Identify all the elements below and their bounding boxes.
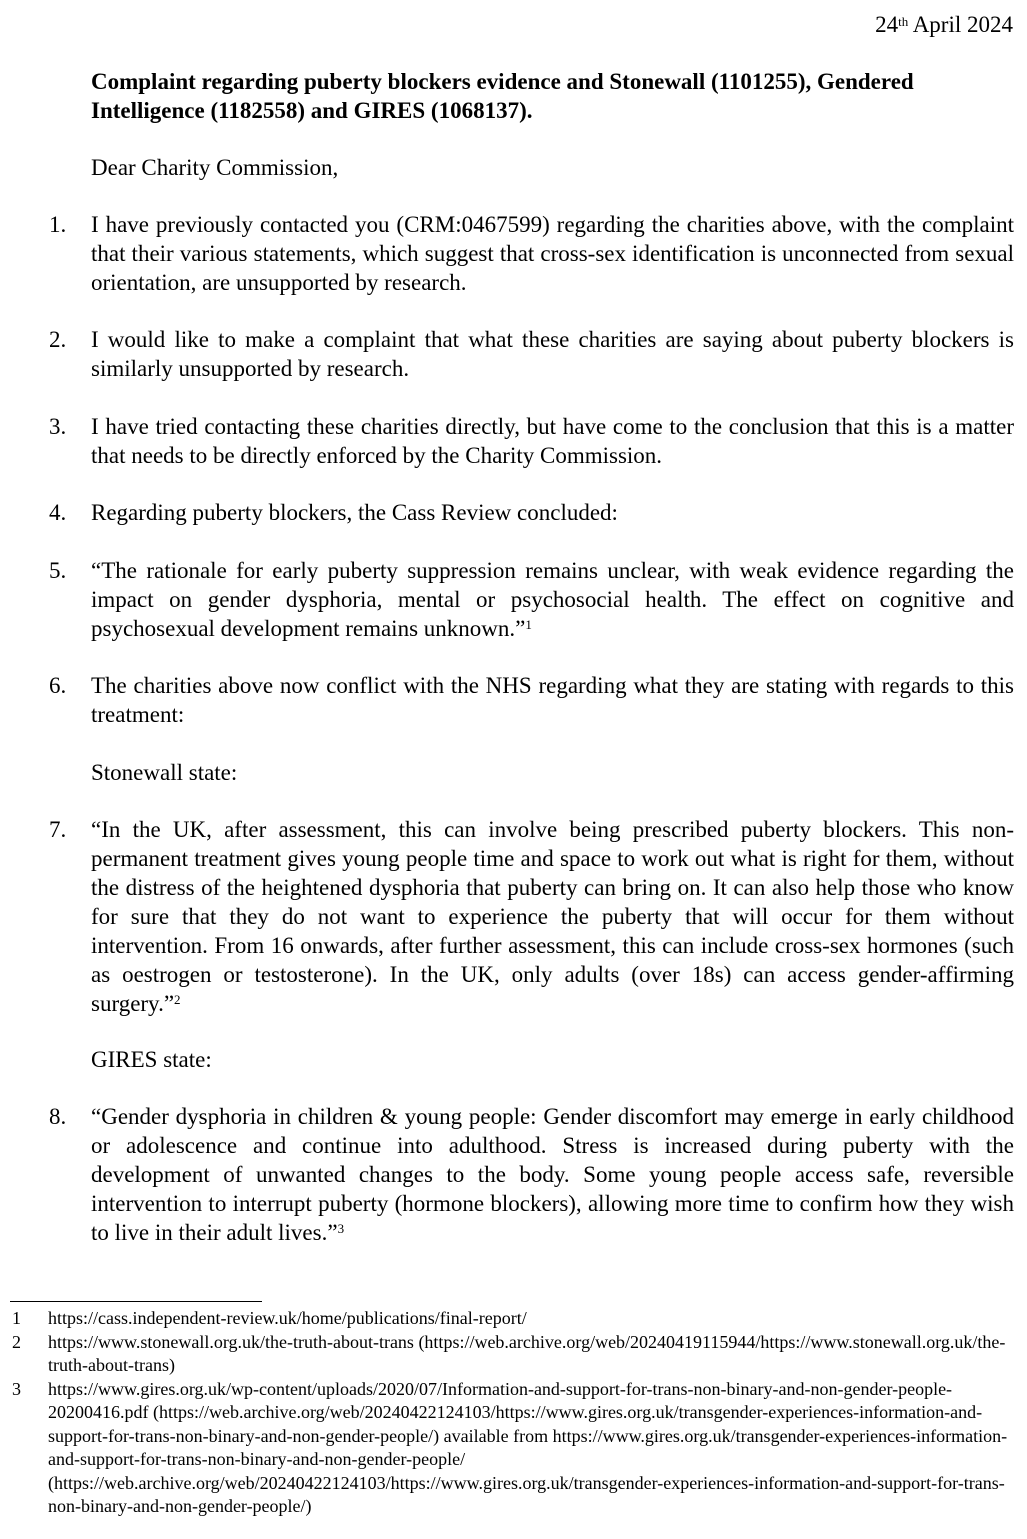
- paragraph-text: I have tried contacting these charities directly, but have come to the conclusion that this is a matter that needs to be directly enforced by the Charity Commission.: [91, 414, 1014, 468]
- date-suffix: th: [898, 14, 909, 29]
- footnote-number: 2: [12, 1331, 21, 1352]
- footnotes: [10, 1307, 1015, 1519]
- stonewall-subheading: Stonewall state:: [91, 760, 238, 785]
- paragraph-number: 5.: [49, 558, 67, 583]
- footnote-2: [10, 1331, 1015, 1378]
- date-month-year: April 2024: [908, 12, 1013, 37]
- paragraph-text: “In the UK, after assessment, this can involve being prescribed puberty blockers. This non-permanent treatment gives young people time and space to work out what is right for them, without the distress of the heightened dysphoria that puberty can bring on. It can also help those who know for sure that they do not want to experience the puberty that will occur for them without intervention. From 16 onwards, after further assessment, this can include cross-sex hormones (such as oestrogen or testosterone). In the UK, only adults (over 18s) can access gender-affirming surgery.”: [91, 817, 1014, 1016]
- paragraph-number: 7.: [49, 817, 67, 842]
- footnote-text: https://www.gires.org.uk/wp-content/uploads/2020/07/Information-and-support-for-trans-non-binary-and-non-gender-people-20200416.pdf (https://web.archive.org/web/20240422124103/https://www.gires.org.uk/transgender-experiences-information-and-support-for-trans-non-binary-and-non-gender-people/) available from https://www.gires.org.uk/transgender-experiences-information-and-support-for-trans-non-binary-and-non-gender-people/ (https://web.archive.org/web/20240422124103/https://www.gires.org.uk/transgender-experiences-information-and-support-for-trans-non-binary-and-non-gender-people/): [48, 1378, 1008, 1516]
- footnote-text: https://www.stonewall.org.uk/the-truth-about-trans (https://web.archive.org/web/20240419115944/https://www.stonewall.org.uk/the-truth-about-trans): [48, 1331, 1006, 1375]
- paragraph-4: [49, 498, 1014, 527]
- paragraph-8: [49, 1102, 1014, 1247]
- paragraph-5: [49, 556, 1014, 643]
- footnote-ref-1: 1: [525, 617, 532, 632]
- paragraph-text: “The rationale for early puberty suppression remains unclear, with weak evidence regarding the impact on gender dysphoria, mental or psychosocial health. The effect on cognitive and psychosexual development remains unknown.”: [91, 558, 1014, 641]
- letter-date: [875, 10, 1013, 39]
- footnote-ref-3: 3: [337, 1221, 345, 1236]
- paragraph-2: [49, 325, 1014, 383]
- footnote-1: [10, 1307, 1015, 1331]
- footnote-ref-2: 2: [174, 992, 181, 1007]
- gires-subheading: GIRES state:: [91, 1047, 212, 1072]
- paragraph-1: [49, 210, 1014, 297]
- letter-title: Complaint regarding puberty blockers evidence and Stonewall (1101255), Gendered Intelligence (1182558) and GIRES (1068137).: [91, 69, 914, 123]
- paragraph-number: 1.: [49, 212, 67, 237]
- paragraph-number: 2.: [49, 327, 67, 352]
- footnote-divider: [10, 1301, 262, 1302]
- footnote-number: 1: [12, 1308, 21, 1328]
- date-day: 24: [875, 12, 899, 37]
- paragraph-text: “Gender dysphoria in children & young people: Gender discomfort may emerge in early childhood or adolescence and continue into adulthood. Stress is increased during puberty with the development of unwanted changes to the body. Some young people access safe, reversible intervention to interrupt puberty (hormone blockers), allowing more time to confirm how they wish to live in their adult lives.”: [91, 1104, 1014, 1245]
- paragraph-text: I would like to make a complaint that what these charities are saying about puberty blockers is similarly unsupported by research.: [91, 327, 1014, 381]
- paragraph-number: 6.: [49, 673, 67, 698]
- paragraph-text: I have previously contacted you (CRM:0467599) regarding the charities above, with the complaint that their various statements, which suggest that cross-sex identification is unconnected from sexual orientation, are unsupported by research.: [91, 212, 1014, 295]
- paragraph-6: [49, 671, 1014, 729]
- paragraph-text: The charities above now conflict with the NHS regarding what they are stating with regards to this treatment:: [91, 673, 1014, 727]
- paragraph-number: 8.: [49, 1104, 67, 1129]
- paragraph-3: [49, 412, 1014, 470]
- salutation: Dear Charity Commission,: [91, 155, 339, 180]
- paragraph-7: [49, 815, 1014, 1018]
- footnote-number: 3: [12, 1378, 21, 1399]
- footnote-3: [10, 1378, 1015, 1519]
- paragraph-number: 4.: [49, 500, 67, 525]
- paragraph-text: Regarding puberty blockers, the Cass Review concluded:: [91, 500, 618, 525]
- footnote-text: https://cass.independent-review.uk/home/publications/final-report/: [48, 1308, 527, 1328]
- paragraph-number: 3.: [49, 414, 67, 439]
